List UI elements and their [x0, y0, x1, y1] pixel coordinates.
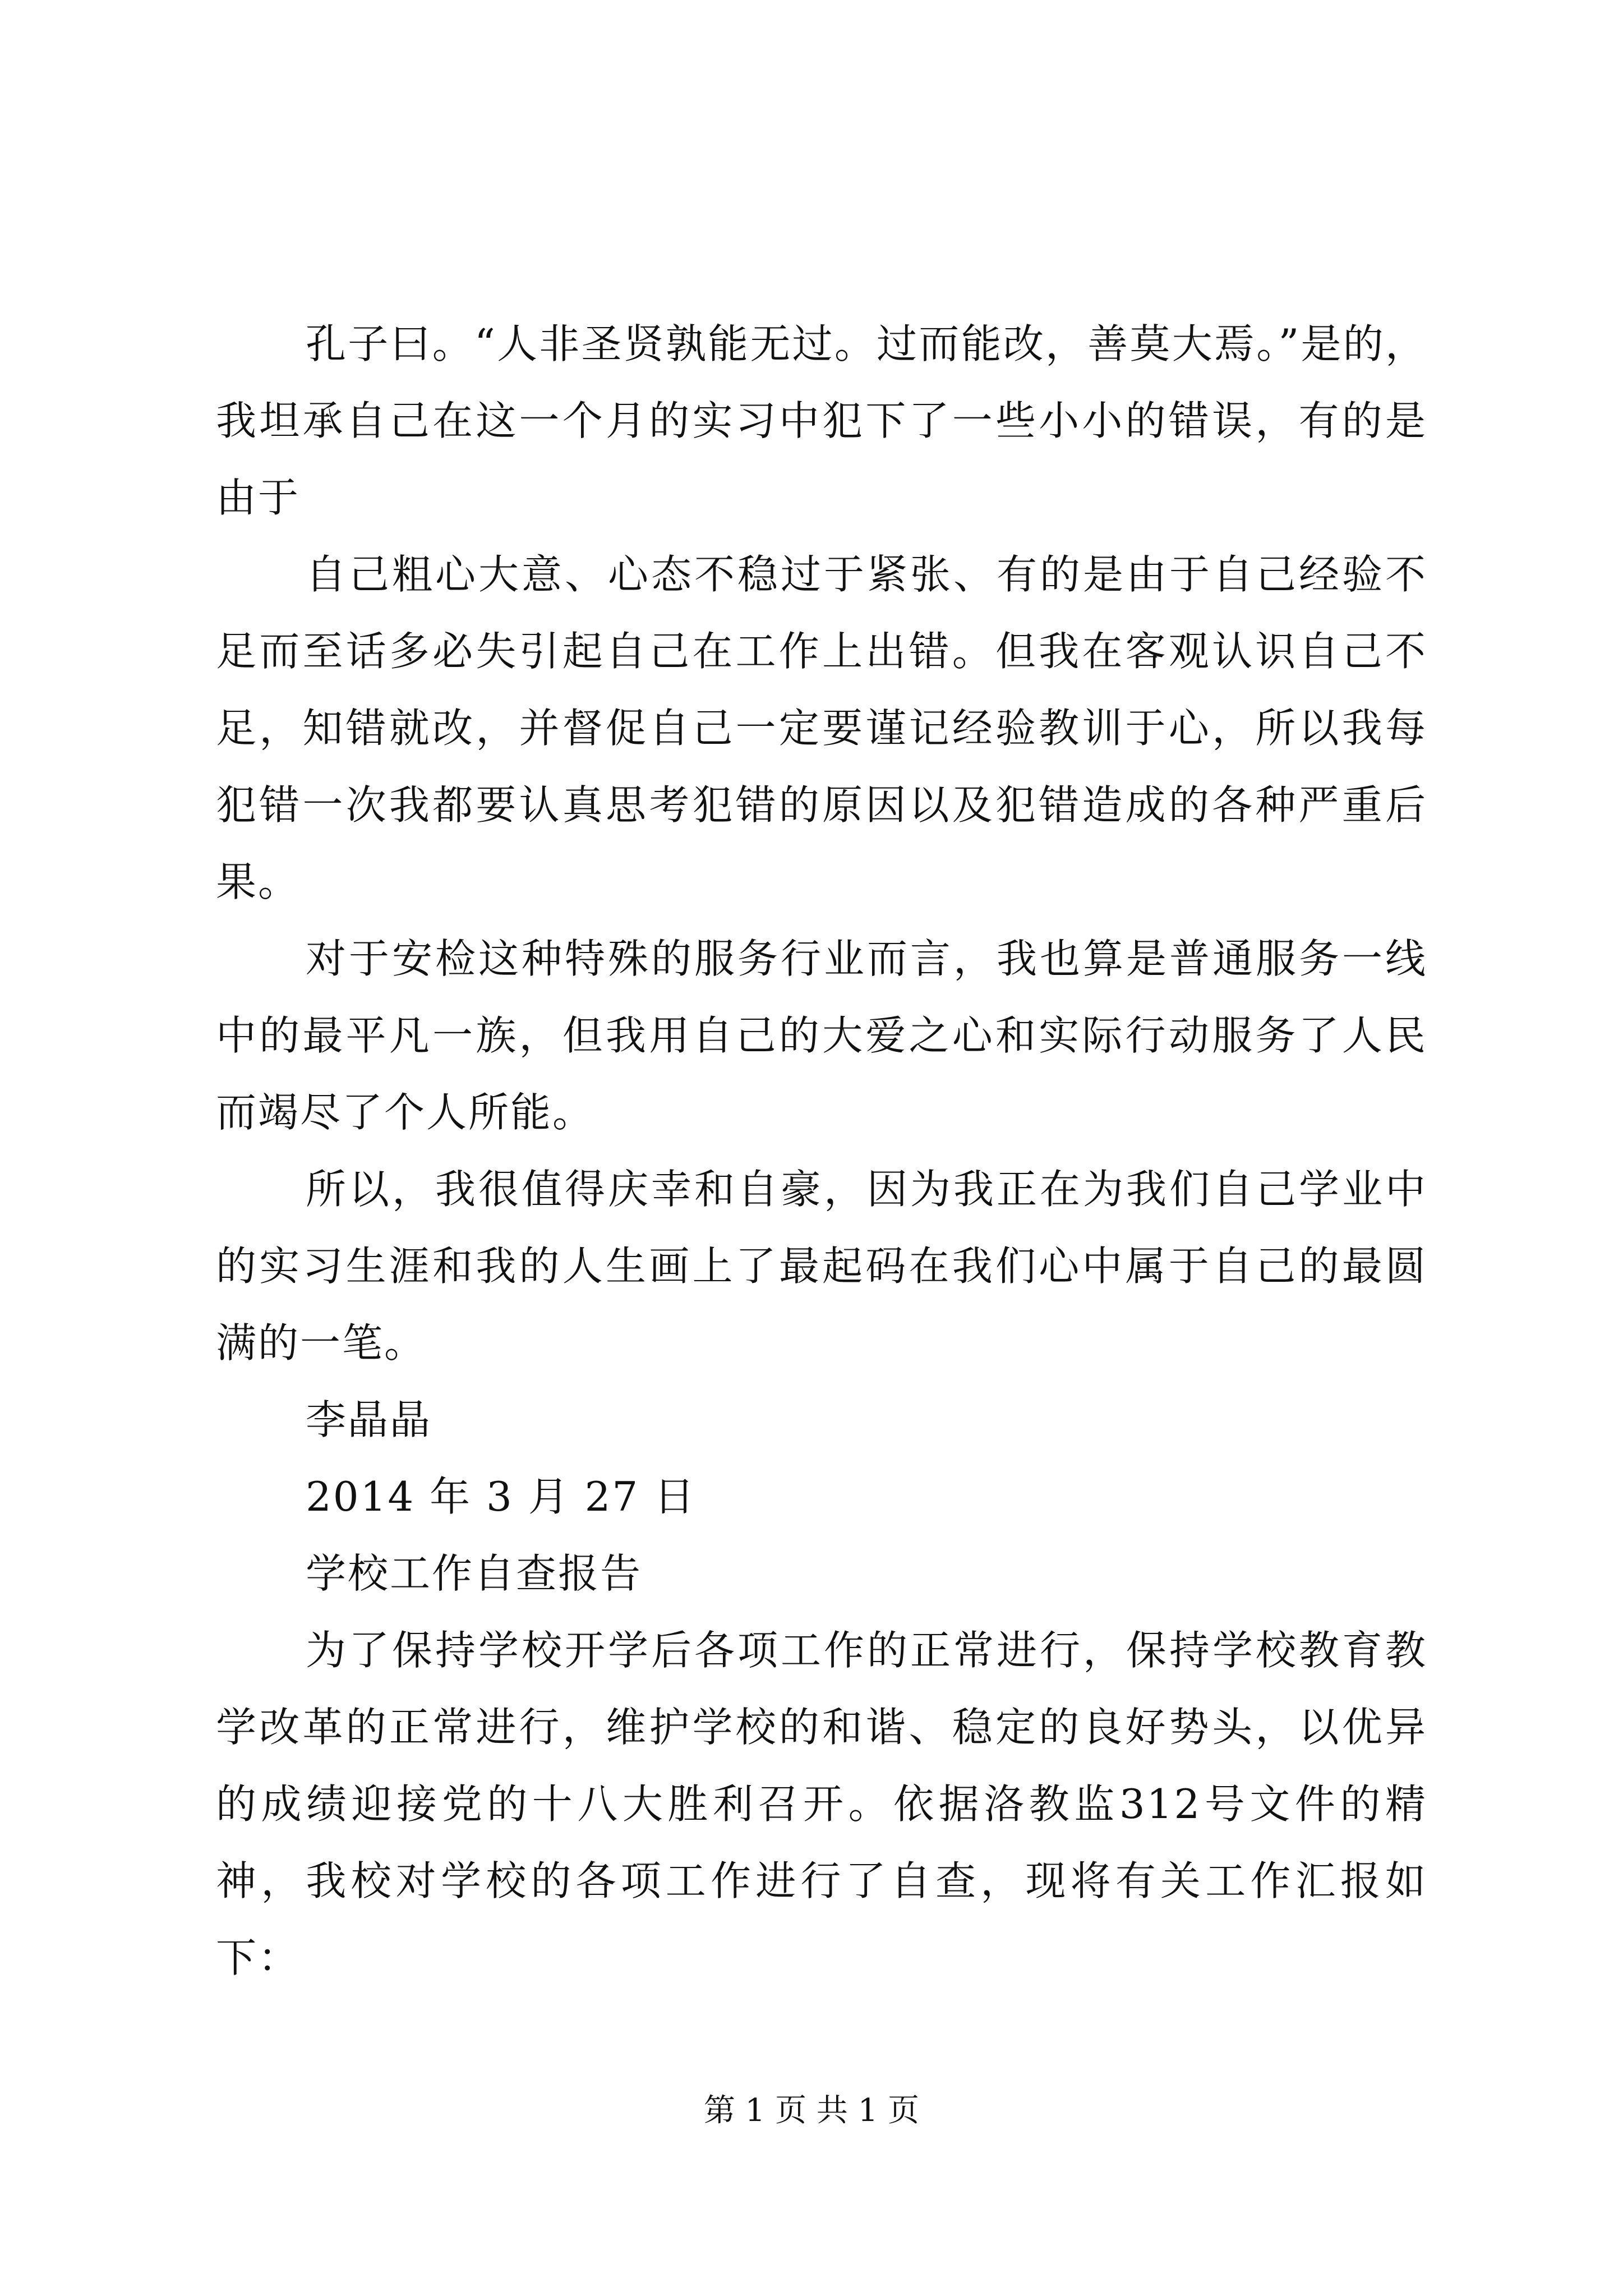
- document-body: [216, 306, 1427, 1996]
- page-footer: 第 1 页 共 1 页: [703, 2092, 920, 2129]
- author-name: 李晶晶: [306, 1396, 432, 1443]
- paragraph-report-intro: 为了保持学校开学后各项工作的正常进行，保持学校教育教学改革的正常进行，维护学校的和谐、稳定的良好势头，以优异的成绩迎接党的十八大胜利召开。依据洛教监312号文件的精神，我校对学校的各项工作进行了自查，现将有关工作汇报如下：: [216, 1627, 1427, 1981]
- paragraph-mistakes-reflection: 自己粗心大意、心态不稳过于紧张、有的是由于自己经验不足而至话多必失引起自己在工作上出错。但我在客观认识自己不足，知错就改，并督促自己一定要谨记经验教训于心，所以我每犯错一次我都要认真思考犯错的原因以及犯错造成的各种严重后果。: [216, 551, 1427, 905]
- report-title: 学校工作自查报告: [306, 1550, 643, 1597]
- date-line: 2014 年 3 月 27 日: [306, 1473, 697, 1520]
- paragraph-confucius-quote: 孔子曰。“人非圣贤孰能无过。过而能改，善莫大焉。”是的，我坦承自己在这一个月的实习中犯下了一些小小的错误，有的是由于: [216, 320, 1427, 521]
- paragraph-pride: 所以，我很值得庆幸和自豪，因为我正在为我们自己学业中的实习生涯和我的人生画上了最起码在我们心中属于自己的最圆满的一笔。: [216, 1166, 1427, 1366]
- paragraph-security-service: 对于安检这种特殊的服务行业而言，我也算是普通服务一线中的最平凡一族，但我用自己的大爱之心和实际行动服务了人民而竭尽了个人所能。: [216, 935, 1427, 1136]
